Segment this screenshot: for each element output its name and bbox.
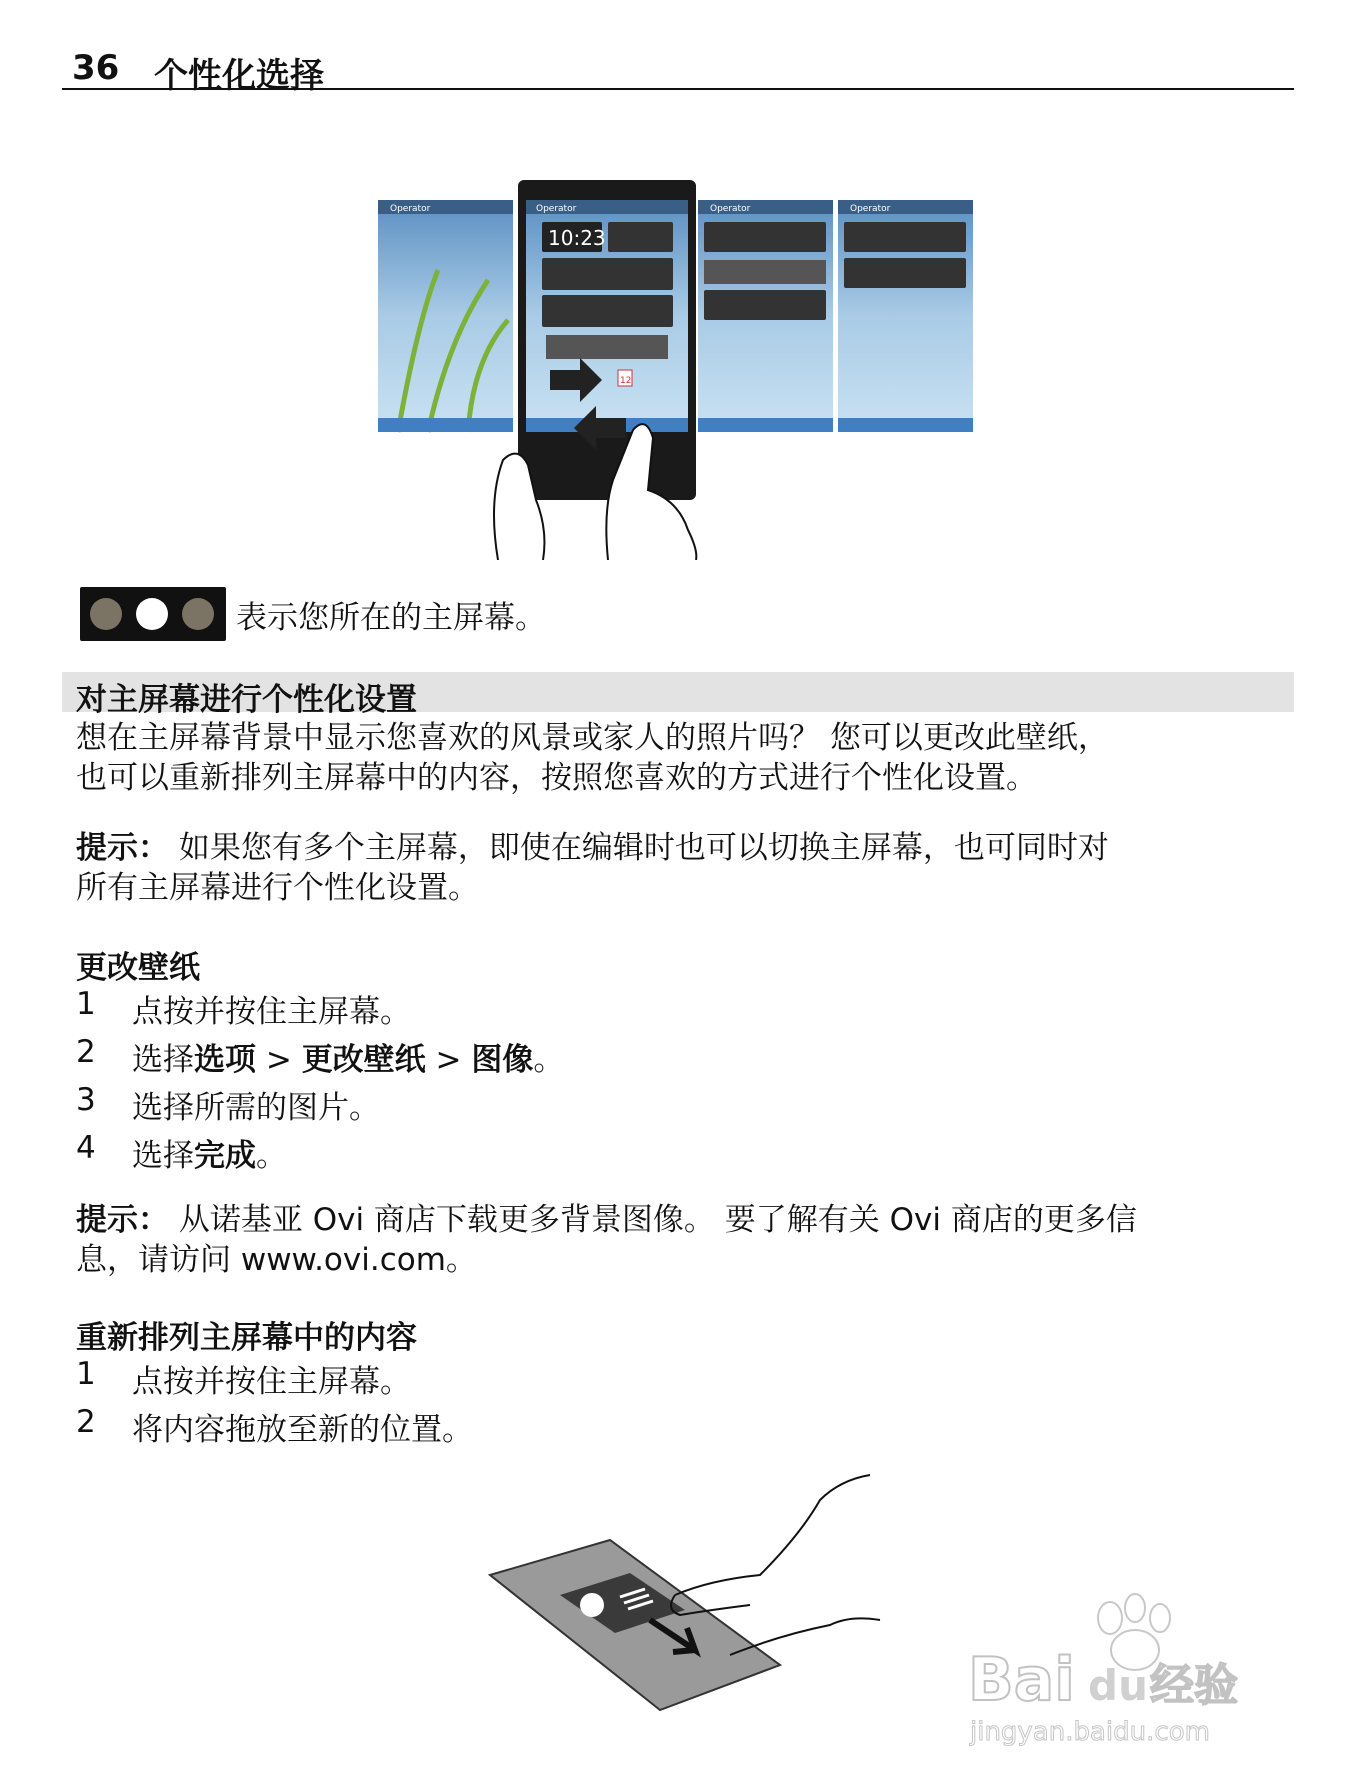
indicator-caption: 表示您所在的主屏幕。 bbox=[236, 600, 546, 636]
watermark-url: jingyan.baidu.com bbox=[970, 1717, 1210, 1747]
clock-widget: 10:23 bbox=[548, 226, 606, 250]
page-number: 36 bbox=[72, 48, 120, 88]
tip-line: 息，请访问 www.ovi.com。 bbox=[76, 1242, 477, 1278]
step-number: 4 bbox=[76, 1130, 96, 1166]
calendar-icon: 12 bbox=[620, 376, 632, 386]
home-screen-3 bbox=[698, 200, 833, 432]
operator-label: Operator bbox=[850, 204, 891, 214]
tip-line: 所有主屏幕进行个性化设置。 bbox=[76, 870, 479, 906]
tip-paragraph bbox=[76, 828, 1286, 908]
intro-line: 想在主屏幕背景中显示您喜欢的风景或家人的照片吗？ 您可以更改此壁纸， bbox=[76, 720, 1109, 756]
tip-line: 如果您有多个主屏幕，即使在编辑时也可以切换主屏幕，也可同时对 bbox=[169, 830, 1109, 866]
step-number: 1 bbox=[76, 986, 96, 1022]
step-text: 点按并按住主屏幕。 bbox=[132, 1364, 411, 1400]
step-text: 选择完成。 bbox=[132, 1138, 287, 1174]
menu-option-image: 图像 bbox=[471, 1042, 534, 1078]
widget-dot bbox=[580, 1593, 604, 1617]
menu-option-done: 完成 bbox=[194, 1138, 256, 1174]
screen-indicator bbox=[80, 587, 226, 641]
intro-paragraph bbox=[76, 718, 1286, 798]
step-number: 1 bbox=[76, 1356, 96, 1392]
drag-content-illustration bbox=[480, 1465, 930, 1725]
home-screen-1 bbox=[378, 200, 513, 432]
menu-option-change-wallpaper: 更改壁纸 bbox=[301, 1042, 426, 1078]
operator-label: Operator bbox=[710, 204, 751, 214]
indicator-dot bbox=[182, 598, 214, 630]
indicator-dot-active bbox=[136, 598, 168, 630]
section-heading bbox=[62, 672, 1294, 718]
operator-label: Operator bbox=[536, 204, 577, 214]
menu-option-options: 选项 bbox=[194, 1042, 256, 1078]
watermark-brand3: 经验 bbox=[1150, 1660, 1238, 1711]
operator-label: Operator bbox=[390, 204, 431, 214]
baidu-watermark bbox=[960, 1590, 1300, 1750]
tip-paragraph bbox=[76, 1200, 1286, 1280]
step-number: 2 bbox=[76, 1404, 96, 1440]
tip-label: 提示： bbox=[76, 1202, 169, 1238]
section-title: 对主屏幕进行个性化设置 bbox=[76, 682, 417, 718]
step-text: 选择选项 > 更改壁纸 > 图像。 bbox=[132, 1042, 565, 1078]
tip-label: 提示： bbox=[76, 830, 169, 866]
rearrange-heading: 重新排列主屏幕中的内容 bbox=[76, 1320, 417, 1356]
step-text: 将内容拖放至新的位置。 bbox=[132, 1412, 473, 1448]
tip-line: 从诺基亚 Ovi 商店下载更多背景图像。 要了解有关 Ovi 商店的更多信 bbox=[169, 1202, 1137, 1238]
intro-line: 也可以重新排列主屏幕中的内容，按照您喜欢的方式进行个性化设置。 bbox=[76, 760, 1037, 796]
step-text: 点按并按住主屏幕。 bbox=[132, 994, 411, 1030]
indicator-dot bbox=[90, 598, 122, 630]
step-number: 3 bbox=[76, 1082, 96, 1118]
home-screens-illustration bbox=[378, 170, 998, 560]
step-text: 选择所需的图片。 bbox=[132, 1090, 380, 1126]
chapter-title: 个性化选择 bbox=[154, 56, 324, 96]
page-header bbox=[62, 42, 1294, 96]
home-screen-phone bbox=[518, 180, 696, 500]
watermark-brand2: du bbox=[1088, 1661, 1148, 1710]
change-wallpaper-heading: 更改壁纸 bbox=[76, 950, 200, 986]
home-screen-4 bbox=[838, 200, 973, 432]
step-number: 2 bbox=[76, 1034, 96, 1070]
watermark-brand: Bai bbox=[968, 1645, 1075, 1715]
